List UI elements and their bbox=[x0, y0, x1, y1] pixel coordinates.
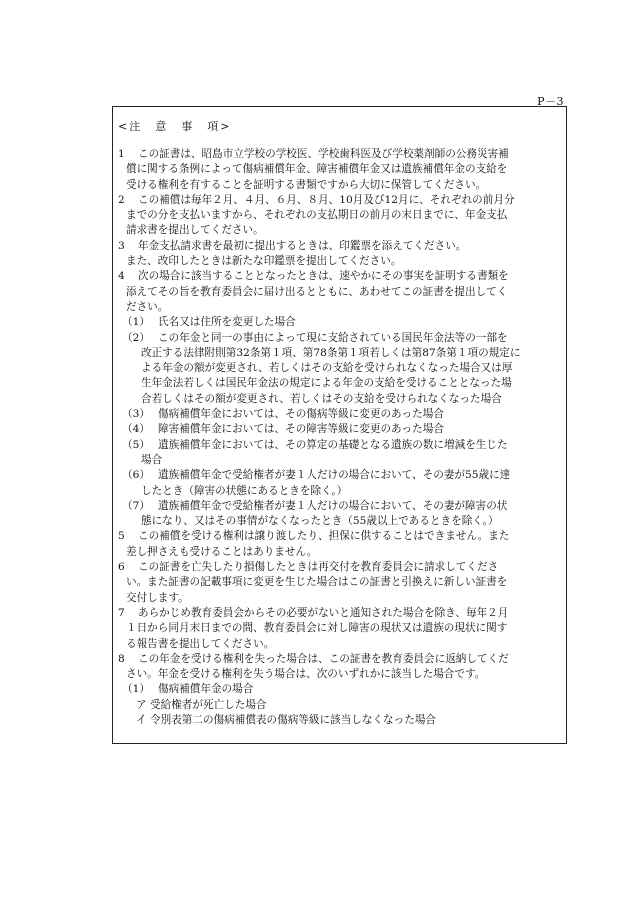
item-line: 障害補償年金においては、その障害等級に変更のあった場合 bbox=[158, 423, 444, 436]
notice-item bbox=[118, 147, 563, 193]
notice-item bbox=[118, 407, 563, 422]
item-line: 合若しくはその額が変更され、若しくはその支給を受けられなくなった場合 bbox=[141, 392, 502, 405]
item-number: （3） bbox=[122, 408, 150, 421]
page-number: P－3 bbox=[537, 95, 564, 108]
notice-item bbox=[118, 331, 563, 407]
notice-item bbox=[118, 560, 563, 606]
item-number: イ bbox=[136, 713, 147, 726]
item-number: 4 bbox=[118, 270, 125, 283]
item-number: 7 bbox=[118, 606, 125, 619]
notice-item bbox=[118, 713, 563, 728]
item-line: また、改印したときは新たな印鑑票を提出してください。 bbox=[126, 255, 402, 268]
notice-item bbox=[118, 422, 563, 437]
item-line: 受給権者が死亡した場合 bbox=[150, 698, 267, 711]
item-number: 3 bbox=[118, 239, 125, 252]
item-number: 5 bbox=[118, 530, 125, 543]
notice-body bbox=[118, 147, 563, 728]
notice-item bbox=[118, 315, 563, 330]
item-line: あらかじめ教育委員会からその必要がないと通知された場合を除き、毎年２月 bbox=[138, 606, 509, 619]
item-number: （1） bbox=[122, 683, 150, 696]
item-number: 6 bbox=[118, 561, 125, 574]
notice-item bbox=[118, 269, 563, 315]
item-line: 場合 bbox=[141, 453, 163, 466]
item-number: （1） bbox=[122, 316, 150, 329]
item-line: 交付します。 bbox=[126, 591, 189, 604]
notice-item bbox=[118, 468, 563, 499]
item-line: 生年金法若しくは国民年金法の規定による年金の支給を受けることとなった場 bbox=[141, 377, 512, 390]
item-line: い。また証書の記載事項に変更を生じた場合はこの証書と引換えに新しい証書を bbox=[126, 576, 508, 589]
notice-item bbox=[118, 239, 563, 270]
item-number: （4） bbox=[122, 423, 150, 436]
item-line: １日から同月末日までの間、教育委員会に対し障害の現状又は遺族の現状に関す bbox=[126, 622, 508, 635]
notice-item bbox=[118, 652, 563, 683]
item-line: よる年金の額が変更され、若しくはその支給を受けられなくなった場合又は厚 bbox=[141, 362, 513, 375]
notice-item bbox=[118, 438, 563, 469]
notice-item bbox=[118, 499, 563, 530]
item-number: （5） bbox=[122, 438, 150, 451]
item-line: この補償は毎年２月、４月、６月、８月、10月及び12月に、それぞれの前月分 bbox=[138, 193, 515, 206]
item-line: この年金と同一の事由によって現に支給されている国民年金法等の一部を bbox=[158, 331, 508, 344]
item-line: この年金を受ける権利を失った場合は、この証書を教育委員会に返納してくだ bbox=[138, 652, 509, 665]
item-line: 償に関する条例によって傷病補償年金、障害補償年金又は遺族補償年金の支給を bbox=[126, 163, 508, 176]
item-line: 令別表第二の傷病補償表の傷病等級に該当しなくなった場合 bbox=[150, 713, 437, 726]
item-line: 態になり、又はその事情がなくなったとき（55歳以上であるときを除く。） bbox=[141, 515, 499, 528]
item-line: 傷病補償年金においては、その傷病等級に変更のあった場合 bbox=[158, 408, 444, 421]
item-number: 8 bbox=[118, 652, 125, 665]
item-line: 傷病補償年金の場合 bbox=[158, 683, 254, 696]
item-number: 2 bbox=[118, 193, 125, 206]
item-line: 氏名又は住所を変更した場合 bbox=[158, 316, 296, 329]
item-line: したとき（障害の状態にあるときを除く。） bbox=[141, 484, 348, 497]
item-number: （6） bbox=[122, 469, 150, 482]
notice-item bbox=[118, 193, 563, 239]
notice-item bbox=[118, 682, 563, 697]
item-line: この補償を受ける権利は譲り渡したり、担保に供することはできません。また bbox=[138, 530, 510, 543]
item-number: （7） bbox=[122, 499, 150, 512]
item-line: さい。年金を受ける権利を失う場合は、次のいずれかに該当した場合です。 bbox=[126, 668, 486, 681]
item-line: 受ける権利を有することを証明する書類ですから大切に保管してください。 bbox=[126, 178, 487, 191]
item-number: （2） bbox=[122, 331, 150, 344]
notice-title: <注 意 事 項> bbox=[118, 120, 232, 133]
item-line: 遺族補償年金で受給権者が妻１人だけの場合において、その妻が障害の状 bbox=[158, 499, 508, 512]
item-line: 差し押さえも受けることはありません。 bbox=[126, 545, 318, 558]
item-line: この証書を亡失したり損傷したときは再交付を教育委員会に請求してくださ bbox=[138, 561, 499, 574]
notice-item bbox=[118, 698, 563, 713]
item-number: ア bbox=[136, 698, 147, 711]
notice-item bbox=[118, 529, 563, 560]
item-line: 次の場合に該当することとなったときは、速やかにその事実を証明する書類を bbox=[138, 270, 509, 283]
item-line: 年金支払請求書を最初に提出するときは、印鑑票を添えてください。 bbox=[138, 239, 467, 252]
item-line: 遺族補償年金においては、その算定の基礎となる遺族の数に増減を生じた bbox=[158, 438, 508, 451]
notice-item bbox=[118, 606, 563, 652]
item-line: この証書は、昭島市立学校の学校医、学校歯科医及び学校薬剤師の公務災害補 bbox=[138, 148, 509, 160]
item-number: 1 bbox=[118, 148, 125, 160]
item-line: 添えてその旨を教育委員会に届け出るとともに、あわせてこの証書を提出してく bbox=[126, 285, 508, 298]
item-line: ださい。 bbox=[126, 300, 169, 313]
item-line: る報告書を提出してください。 bbox=[126, 637, 275, 650]
item-line: 改正する法律附則第32条第１項、第78条第１項若しくは第87条第１項の規定に bbox=[141, 346, 521, 359]
item-line: までの分を支払いますから、それぞれの支払期日の前月の末日までに、年金支払 bbox=[126, 209, 508, 222]
item-line: 請求書を提出してください。 bbox=[126, 224, 264, 237]
item-line: 遺族補償年金で受給権者が妻１人だけの場合において、その妻が55歳に達 bbox=[158, 469, 511, 482]
